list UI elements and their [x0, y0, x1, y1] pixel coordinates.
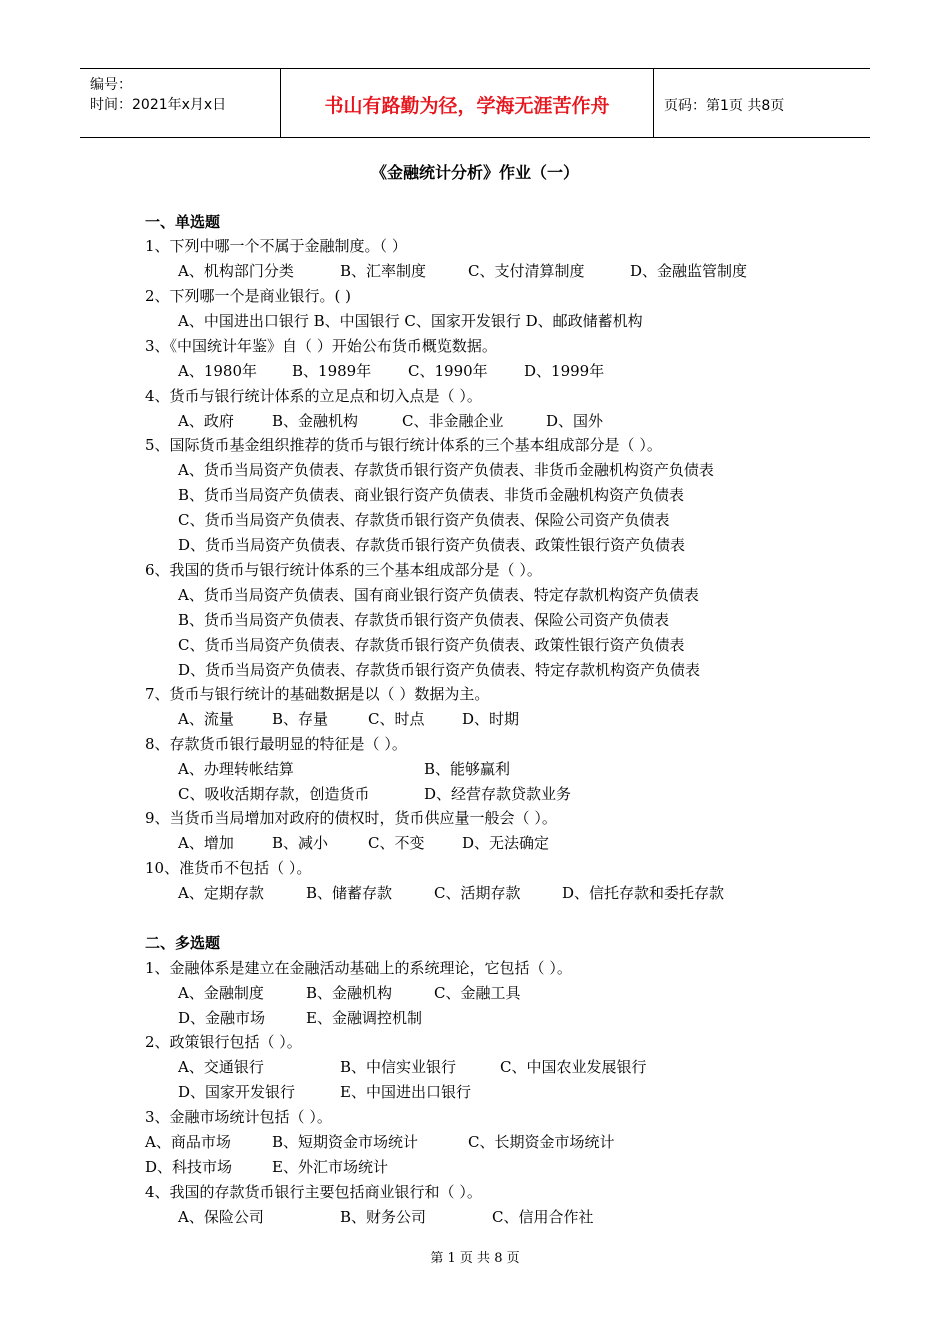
question-line: A、流量 [178, 710, 234, 728]
question-line: A、增加 [178, 834, 234, 852]
question-line: E、外汇市场统计 [272, 1158, 388, 1176]
question-line: B、能够赢利 [424, 760, 511, 778]
page-footer: 第 1 页 共 8 页 [430, 1251, 520, 1266]
question-line: E、金融调控机制 [306, 1009, 422, 1027]
question-line: D、信托存款和委托存款 [562, 884, 725, 902]
question-line: A、货币当局资产负债表、国有商业银行资产负债表、特定存款机构资产负债表 [178, 586, 699, 604]
section-heading: 一、单选题 [145, 213, 221, 231]
question-line: A、定期存款 [178, 884, 264, 902]
question-line: A、商品市场 [145, 1133, 231, 1151]
question-line: 10、准货币不包括（ ）。 [145, 859, 312, 877]
question-line: C、不变 [368, 834, 425, 852]
question-line: C、金融工具 [434, 984, 521, 1002]
question-line: B、储蓄存款 [306, 884, 393, 902]
question-line: A、金融制度 [178, 984, 264, 1002]
question-line: C、支付清算制度 [468, 262, 585, 280]
question-line: A、办理转帐结算 [178, 760, 294, 778]
question-line: 2、下列哪一个是商业银行。( ) [145, 287, 352, 305]
header-page-cell [654, 69, 870, 137]
question-line: D、国外 [546, 412, 604, 430]
question-line: D、货币当局资产负债表、存款货币银行资产负债表、特定存款机构资产负债表 [178, 661, 701, 679]
question-line: 1、金融体系是建立在金融活动基础上的系统理论，它包括（ ）。 [145, 959, 572, 977]
question-line: B、金融机构 [272, 412, 359, 430]
question-line: C、信用合作社 [492, 1208, 594, 1226]
question-line: D、经营存款贷款业务 [424, 785, 572, 803]
header-info-cell [80, 69, 281, 137]
question-line: 1、下列中哪一个不属于金融制度。（ ） [145, 237, 407, 255]
question-line: D、货币当局资产负债表、存款货币银行资产负债表、政策性银行资产负债表 [178, 536, 686, 554]
question-line: B、中信实业银行 [340, 1058, 457, 1076]
question-line: 7、货币与银行统计的基础数据是以（ ）数据为主。 [145, 685, 490, 703]
header-motto-cell [281, 69, 654, 137]
question-line: B、财务公司 [340, 1208, 427, 1226]
section-heading: 二、多选题 [145, 934, 221, 952]
question-line: B、金融机构 [306, 984, 393, 1002]
question-line: C、长期资金市场统计 [468, 1133, 615, 1151]
question-line: 3、《中国统计年鉴》自（ ）开始公布货币概览数据。 [145, 337, 497, 355]
question-line: D、金融市场 [178, 1009, 266, 1027]
question-line: B、货币当局资产负债表、存款货币银行资产负债表、保险公司资产负债表 [178, 611, 670, 629]
header-table [80, 68, 870, 138]
question-line: D、科技市场 [145, 1158, 233, 1176]
question-line: D、金融监管制度 [630, 262, 748, 280]
question-line: C、非金融企业 [402, 412, 504, 430]
question-line: D、国家开发银行 [178, 1083, 296, 1101]
question-line: 3、金融市场统计包括（ ）。 [145, 1108, 332, 1126]
question-line: C、货币当局资产负债表、存款货币银行资产负债表、政策性银行资产负债表 [178, 636, 685, 654]
header-page-number: 页码：第1页 共8页 [664, 98, 785, 114]
question-line: D、时期 [462, 710, 520, 728]
question-line: 9、当货币当局增加对政府的债权时，货币供应量一般会（ ）。 [145, 809, 557, 827]
question-line: A、1980年 [178, 362, 258, 380]
question-line: C、1990年 [408, 362, 488, 380]
document-date: 时间：2021年x月x日 [90, 97, 227, 113]
question-line: A、中国进出口银行 B、中国银行 C、国家开发银行 D、邮政储蓄机构 [178, 312, 643, 330]
question-line: C、货币当局资产负债表、存款货币银行资产负债表、保险公司资产负债表 [178, 511, 670, 529]
question-line: B、货币当局资产负债表、商业银行资产负债表、非货币金融机构资产负债表 [178, 486, 685, 504]
question-line: A、政府 [178, 412, 234, 430]
question-line: B、汇率制度 [340, 262, 427, 280]
question-line: 4、我国的存款货币银行主要包括商业银行和（ ）。 [145, 1183, 482, 1201]
question-line: C、吸收活期存款，创造货币 [178, 785, 370, 803]
question-line: 2、政策银行包括（ ）。 [145, 1033, 302, 1051]
question-line: A、机构部门分类 [178, 262, 294, 280]
question-line: 8、存款货币银行最明显的特征是（ ）。 [145, 735, 407, 753]
question-line: A、交通银行 [178, 1058, 264, 1076]
question-line: C、活期存款 [434, 884, 521, 902]
question-line: A、货币当局资产负债表、存款货币银行资产负债表、非货币金融机构资产负债表 [178, 461, 714, 479]
question-line: D、无法确定 [462, 834, 550, 852]
question-line: B、减小 [272, 834, 329, 852]
question-line: A、保险公司 [178, 1208, 264, 1226]
header-motto: 书山有路勤为径，学海无涯苦作舟 [324, 95, 610, 117]
question-line: B、1989年 [292, 362, 372, 380]
question-line: 5、国际货币基金组织推荐的货币与银行统计体系的三个基本组成部分是（ ）。 [145, 436, 662, 454]
page-title: 《金融统计分析》作业（一） [370, 163, 579, 182]
question-line: 4、货币与银行统计体系的立足点和切入点是（ ）。 [145, 387, 482, 405]
question-line: B、短期资金市场统计 [272, 1133, 419, 1151]
question-line: 6、我国的货币与银行统计体系的三个基本组成部分是（ ）。 [145, 561, 542, 579]
question-line: C、时点 [368, 710, 425, 728]
question-line: D、1999年 [524, 362, 605, 380]
question-line: C、中国农业发展银行 [500, 1058, 647, 1076]
question-line: B、存量 [272, 710, 329, 728]
document-number: 编号： [90, 77, 132, 93]
question-line: E、中国进出口银行 [340, 1083, 471, 1101]
